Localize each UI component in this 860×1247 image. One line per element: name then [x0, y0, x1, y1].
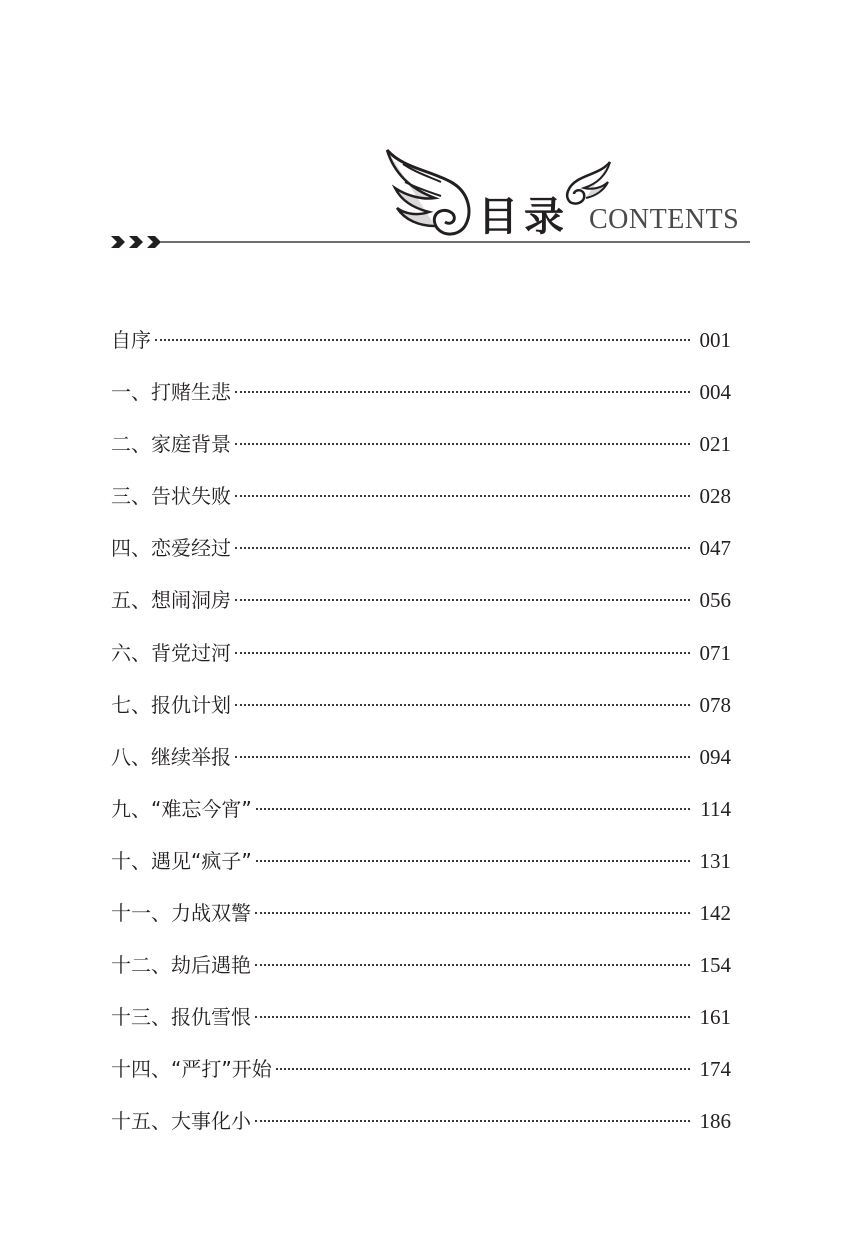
toc-entry-title: 二、家庭背景 — [111, 432, 231, 457]
toc-entry[interactable] — [111, 1047, 731, 1099]
contents-title-cn: 目录 — [478, 194, 570, 240]
toc-entry-page: 114 — [700, 796, 731, 821]
toc-entry[interactable] — [111, 1099, 731, 1151]
toc-leader-dots — [235, 493, 690, 497]
toc-entry[interactable] — [111, 318, 731, 370]
toc-entry-page: 047 — [699, 536, 731, 561]
toc-entry-page: 154 — [699, 953, 731, 978]
toc-leader-dots — [235, 441, 690, 445]
toc-leader-dots — [235, 754, 690, 758]
toc-entry-title: 自序 — [111, 328, 151, 352]
contents-title-en: CONTENTS — [589, 204, 740, 235]
toc-leader-dots — [235, 389, 690, 393]
toc-entry-title: 十三、报仇雪恨 — [111, 1005, 251, 1030]
toc-leader-dots — [235, 650, 690, 654]
toc-leader-dots — [235, 545, 690, 549]
header-rule — [160, 241, 750, 243]
toc-entry[interactable] — [111, 631, 731, 683]
contents-header — [0, 0, 860, 260]
toc-leader-dots — [276, 1066, 690, 1070]
toc-entry-title: 十五、大事化小 — [111, 1109, 251, 1134]
toc-leader-dots — [255, 962, 690, 966]
toc-entry[interactable] — [111, 943, 731, 995]
toc-entry-title: 四、恋爱经过 — [111, 536, 231, 561]
toc-entry-page: 186 — [699, 1109, 731, 1134]
toc-leader-dots — [155, 337, 690, 341]
toc-entry-title: 八、继续举报 — [111, 744, 231, 769]
toc-leader-dots — [255, 1118, 690, 1122]
toc-entry-page: 174 — [699, 1057, 731, 1082]
toc-entry-page: 001 — [699, 328, 731, 352]
toc-entry-title: 五、想闹洞房 — [111, 588, 231, 613]
toc-entry[interactable] — [111, 839, 731, 891]
toc-entry-title: 九、“难忘今宵” — [111, 796, 252, 821]
toc-entry-page: 131 — [699, 848, 731, 873]
triple-arrow-icon — [111, 234, 167, 250]
toc-entry-page: 142 — [699, 901, 731, 926]
toc-leader-dots — [256, 858, 690, 862]
toc-entry-title: 一、打赌生悲 — [111, 380, 231, 405]
toc-entry-page: 056 — [699, 588, 731, 613]
toc-entry-title: 十一、力战双警 — [111, 901, 251, 926]
toc-entry-title: 十四、“严打”开始 — [111, 1057, 272, 1082]
toc-entry-page: 021 — [699, 432, 731, 457]
toc-entry[interactable] — [111, 370, 731, 422]
toc-entry[interactable] — [111, 891, 731, 943]
toc-entry-page: 078 — [699, 692, 731, 717]
toc-leader-dots — [256, 806, 691, 810]
toc-entry-title: 十、遇见“疯子” — [111, 848, 252, 873]
toc-leader-dots — [255, 1014, 690, 1018]
toc-entry-page: 028 — [699, 484, 731, 509]
toc-entry[interactable] — [111, 787, 731, 839]
toc-entry[interactable] — [111, 474, 731, 526]
toc-entry-page: 161 — [699, 1005, 731, 1030]
toc-entry-page: 094 — [699, 744, 731, 769]
toc-entry-title: 三、告状失败 — [111, 484, 231, 509]
toc-leader-dots — [235, 597, 690, 601]
table-of-contents — [111, 318, 731, 1152]
toc-entry[interactable] — [111, 526, 731, 578]
toc-entry-page: 071 — [699, 640, 731, 665]
toc-entry[interactable] — [111, 422, 731, 474]
toc-entry[interactable] — [111, 995, 731, 1047]
toc-leader-dots — [255, 910, 690, 914]
toc-entry[interactable] — [111, 683, 731, 735]
toc-entry-page: 004 — [699, 380, 731, 405]
toc-entry-title: 七、报仇计划 — [111, 692, 231, 717]
toc-entry-title: 十二、劫后遇艳 — [111, 953, 251, 978]
toc-entry[interactable] — [111, 735, 731, 787]
toc-entry-title: 六、背党过河 — [111, 640, 231, 665]
toc-entry[interactable] — [111, 578, 731, 630]
toc-leader-dots — [235, 702, 690, 706]
wing-icon — [383, 146, 475, 238]
